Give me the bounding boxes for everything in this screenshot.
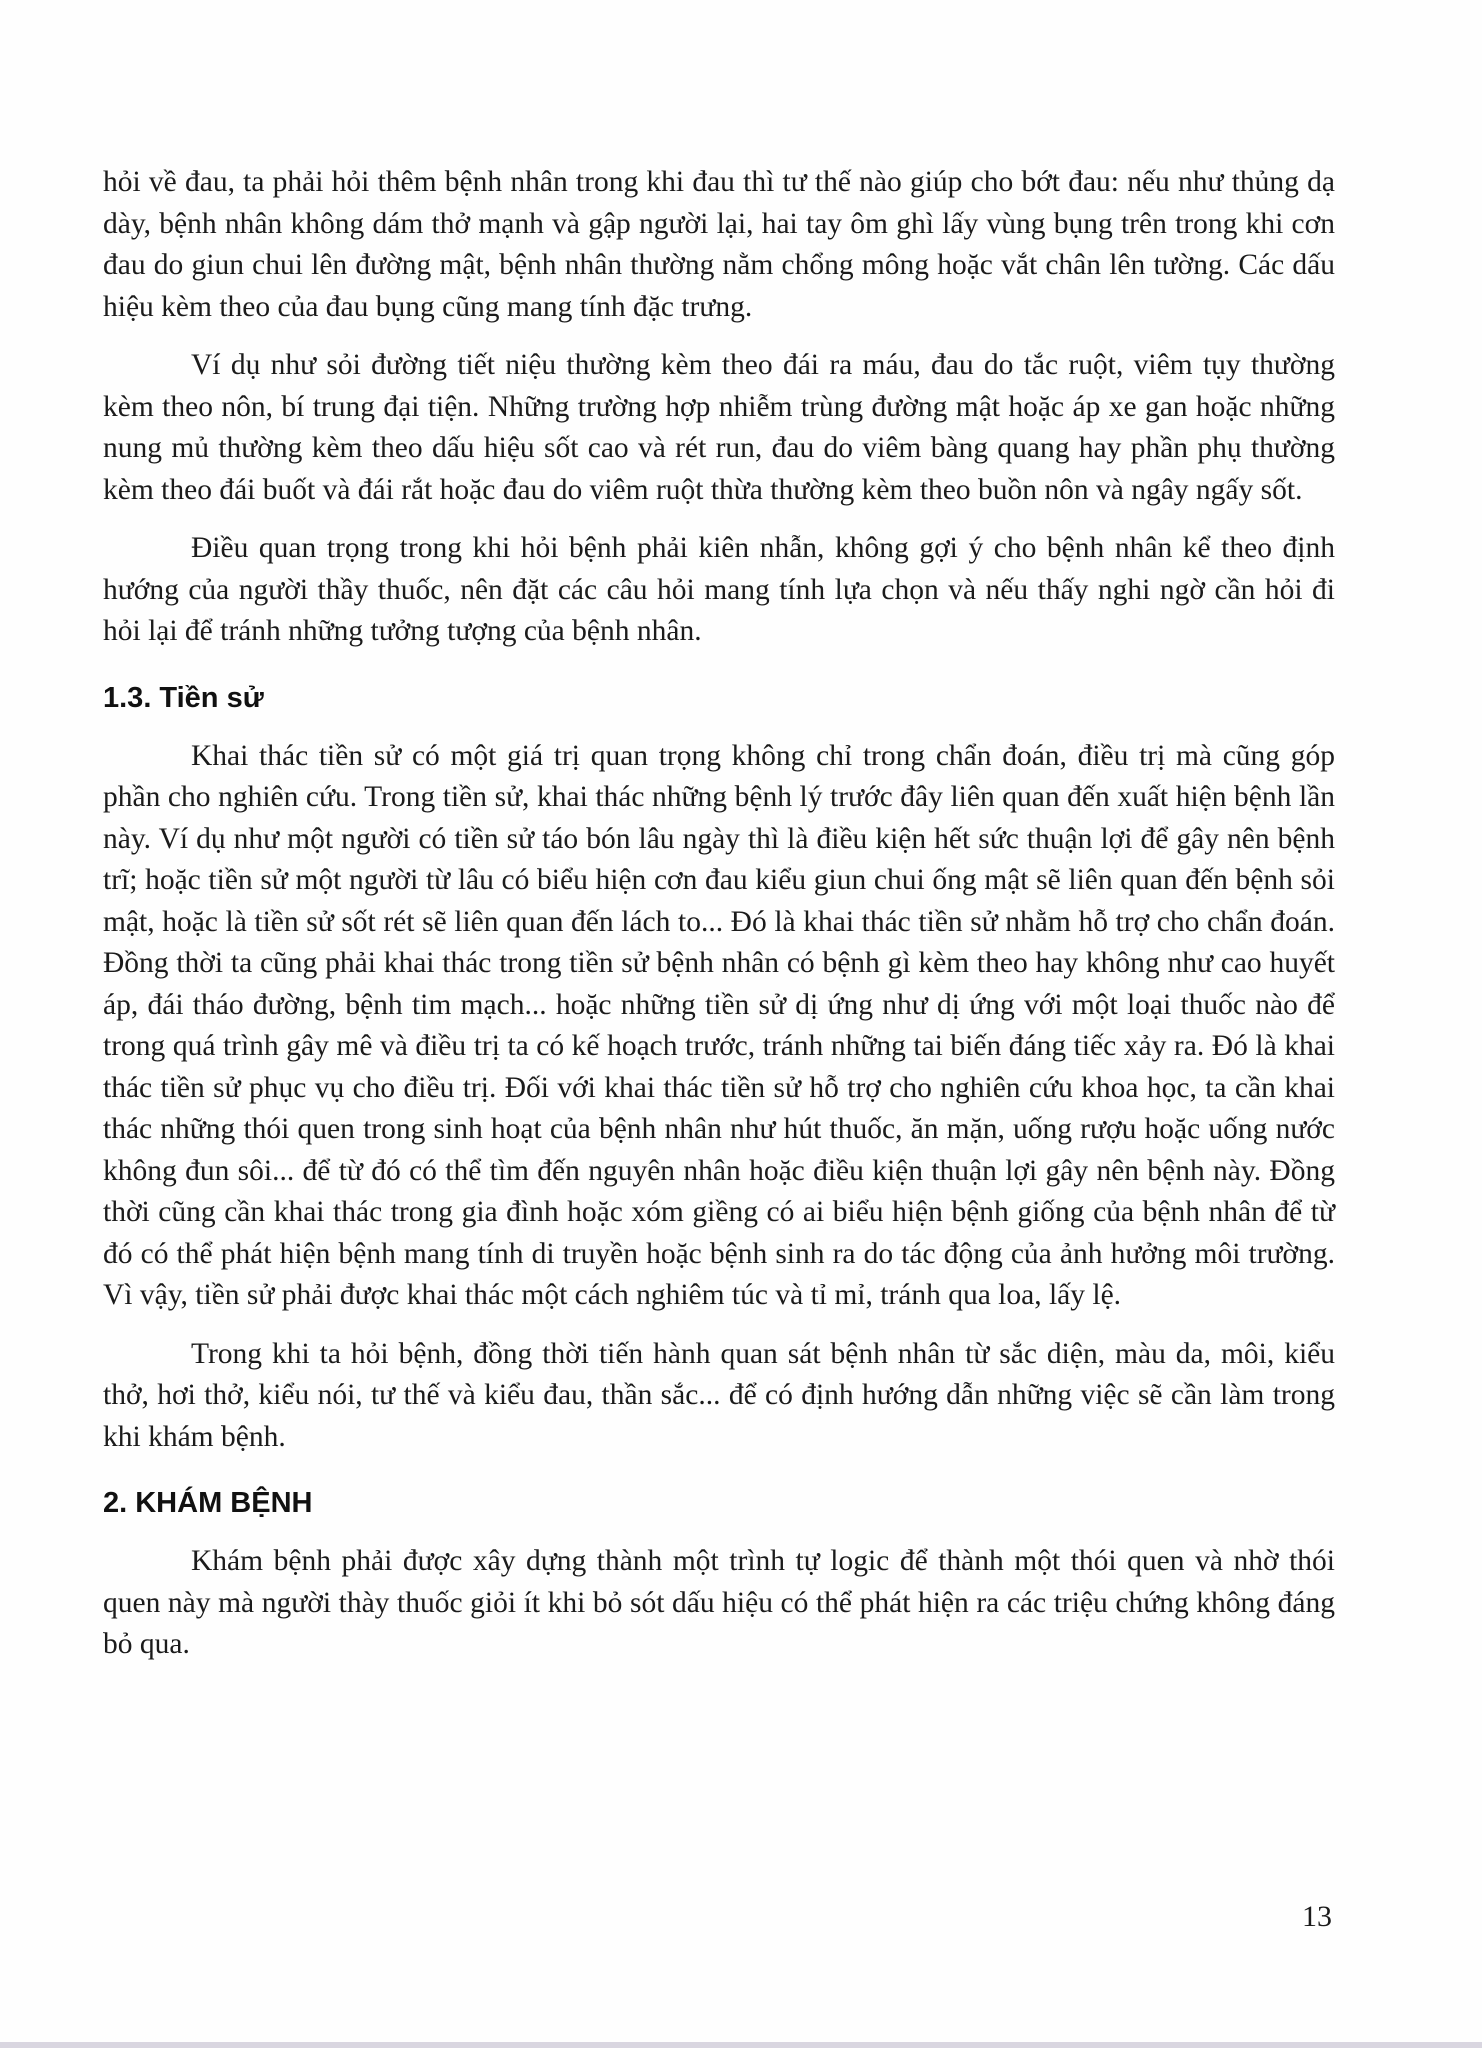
page-bottom-edge — [0, 2042, 1482, 2048]
paragraph-observation: Trong khi ta hỏi bệnh, đồng thời tiến hành quan sát bệnh nhân từ sắc diện, màu da, môi, kiểu thở, hơi thở, kiểu nói, tư thế và kiểu đau, thần sắc... để có định hướng dẫn những việc sẽ cần làm trong khi khám bệnh. — [103, 1337, 1335, 1453]
paragraph-patience: Điều quan trọng trong khi hỏi bệnh phải kiên nhẫn, không gợi ý cho bệnh nhân kể theo định hướng của người thầy thuốc, nên đặt các câu hỏi mang tính lựa chọn và nếu thấy nghi ngờ cần hỏi đi hỏi lại để tránh những tưởng tượng của bệnh nhân. — [103, 532, 1335, 647]
paragraph-accompanying-signs: Ví dụ như sỏi đường tiết niệu thường kèm theo đái ra máu, đau do tắc ruột, viêm tụy thường kèm theo nôn, bí trung đại tiện. Những trường hợp nhiễm trùng đường mật hoặc áp xe gan hoặc những nung mủ thường kèm theo dấu hiệu sốt cao và rét run, đau do viêm bàng quang hay phần phụ thường kèm theo đái buốt và đái rắt hoặc đau do viêm ruột thừa thường kèm theo buồn nôn và ngây ngấy sốt. — [103, 349, 1335, 506]
section-heading-examination: 2. KHÁM BỆNH — [103, 1487, 313, 1519]
section-heading-history: 1.3. Tiền sử — [103, 681, 264, 714]
paragraph-examination: Khám bệnh phải được xây dựng thành một trình tự logic để thành một thói quen và nhờ thói quen này mà người thày thuốc giỏi ít khi bỏ sót dấu hiệu có thể phát hiện ra các triệu chứng không đáng bỏ qua. — [103, 1545, 1335, 1660]
page-number: 13 — [1302, 1900, 1332, 1933]
paragraph-history: Khai thác tiền sử có một giá trị quan trọng không chỉ trong chẩn đoán, điều trị mà cũng góp phần cho nghiên cứu. Trong tiền sử, khai thác những bệnh lý trước đây liên quan đến xuất hiện bệnh lần này. Ví dụ như một người có tiền sử táo bón lâu ngày thì là điều kiện hết sức thuận lợi để gây nên bệnh trĩ; hoặc tiền sử một người từ lâu có biểu hiện cơn đau kiểu giun chui ống mật sẽ liên quan đến bệnh sỏi mật, hoặc là tiền sử sốt rét sẽ liên quan đến lách to... Đó là khai thác tiền sử nhằm hỗ trợ cho chẩn đoán. Đồng thời ta cũng phải khai thác trong tiền sử bệnh nhân có bệnh gì kèm theo hay không như cao huyết áp, đái tháo đường, bệnh tim mạch... hoặc những tiền sử dị ứng như dị ứng với một loại thuốc nào để trong quá trình gây mê và điều trị ta có kế hoạch trước, tránh những tai biến đáng tiếc xảy ra. Đó là khai thác tiền sử phục vụ cho điều trị. Đối với khai thác tiền sử hỗ trợ cho nghiên cứu khoa học, ta cần khai thác những thói quen trong sinh hoạt của bệnh nhân như hút thuốc, ăn mặn, uống rượu hoặc uống nước không đun sôi... để từ đó có thể tìm đến nguyên nhân hoặc điều kiện thuận lợi gây nên bệnh này. Đồng thời cũng cần khai thác trong gia đình hoặc xóm giềng có ai biểu hiện bệnh giống của bệnh nhân để từ đó có thể phát hiện bệnh mang tính di truyền hoặc bệnh sinh ra do tác động của ảnh hưởng môi trường. Vì vậy, tiền sử phải được khai thác một cách nghiêm túc và tỉ mỉ, tránh qua loa, lấy lệ. — [103, 739, 1335, 1311]
paragraph-pain-posture: hỏi về đau, ta phải hỏi thêm bệnh nhân trong khi đau thì tư thế nào giúp cho bớt đau: nếu như thủng dạ dày, bệnh nhân không dám thở mạnh và gập người lại, hai tay ôm ghì lấy vùng bụng trên trong khi cơn đau do giun chui lên đường mật, bệnh nhân thường nằm chổng mông hoặc vắt chân lên tường. Các dấu hiệu kèm theo của đau bụng cũng mang tính đặc trưng. — [103, 166, 1335, 323]
page-body — [103, 162, 1335, 1683]
